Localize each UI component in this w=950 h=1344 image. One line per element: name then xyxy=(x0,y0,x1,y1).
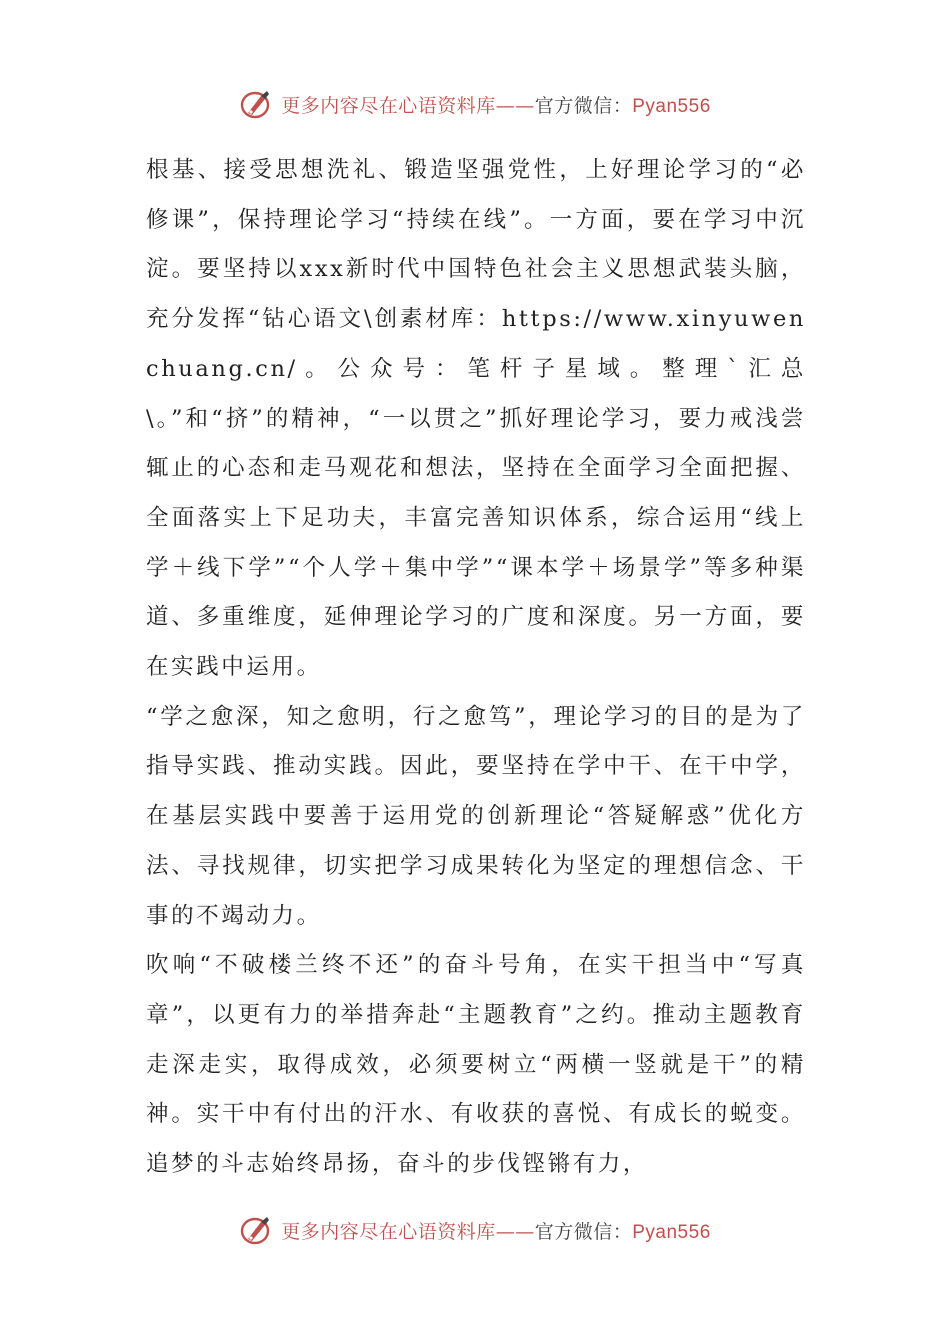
paragraph-1: 根基、接受思想洗礼、锻造坚强党性，上好理论学习的“必修课”，保持理论学习“持续在线”。一方面，要在学习中沉淀。要坚持以xxx新时代中国特色社会主义思想武装头脑，充分发挥“钻心语文\创素材库：https://www.xinyuwenchuang.cn/。公众号：笔杆子星域。整理`汇总\。”和“挤”的精神，“一以贯之”抓好理论学习，要力戒浅尝辄止的心态和走马观花和想法，坚持在全面学习全面把握、全面落实上下足功夫，丰富完善知识体系，综合运用“线上学＋线下学”“个人学＋集中学”“课本学＋场景学”等多种渠道、多重维度，延伸理论学习的广度和深度。另一方面，要在实践中运用。 xyxy=(146,157,806,681)
header-account: Pyan556 xyxy=(632,95,711,117)
header-wx-label: 官方微信： xyxy=(534,94,633,117)
header-prefix: 更多内容尽在心语资料库 xyxy=(281,94,496,117)
paragraph-2: “学之愈深，知之愈明，行之愈笃”，理论学习的目的是为了指导实践、推动实践。因此，要坚持在学中干、在干中学，在基层实践中要善于运用党的创新理论“答疑解惑”优化方法、寻找规律，切实把学习成果转化为坚定的理想信念、干事的不竭动力。 xyxy=(146,703,806,929)
header-banner xyxy=(0,82,950,126)
header-dash: —— xyxy=(495,94,535,117)
footer-text xyxy=(281,1217,711,1244)
footer-prefix: 更多内容尽在心语资料库 xyxy=(281,1220,496,1243)
footer-wx-label: 官方微信： xyxy=(534,1220,633,1243)
footer-account: Pyan556 xyxy=(632,1221,711,1243)
paragraph-3: 吹响“不破楼兰终不还”的奋斗号角，在实干担当中“写真章”，以更有力的举措奔赴“主题教育”之约。推动主题教育走深走实，取得成效，必须要树立“两横一竖就是干”的精神。实干中有付出的汗水、有收获的喜悦、有成长的蜕变。追梦的斗志始终昂扬，奋斗的步伐铿锵有力， xyxy=(146,952,806,1178)
footer-dash: —— xyxy=(495,1220,535,1243)
pen-logo-icon xyxy=(239,1213,273,1247)
pen-logo-icon xyxy=(239,87,273,121)
document-body xyxy=(146,146,806,1190)
header-text xyxy=(281,91,711,118)
footer-banner xyxy=(0,1208,950,1252)
